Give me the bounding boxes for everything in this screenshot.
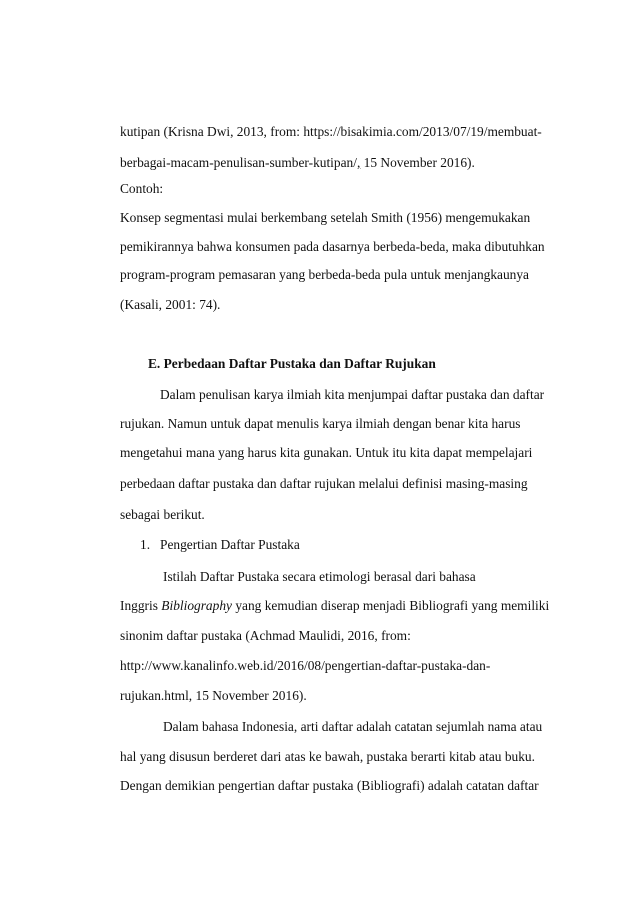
example-line: Konsep segmentasi mulai berkembang setelah Smith (1956) mengemukakan [120,210,531,225]
section-line: perbedaan daftar pustaka dan daftar rujukan melalui definisi masing-masing [120,476,528,491]
section-line: sebagai berikut. [120,507,205,522]
example-label: Contoh: [120,181,164,196]
subsection-title: Pengertian Daftar Pustaka [160,537,300,552]
body-line: Dengan demikian pengertian daftar pustaka (Bibliografi) adalah catatan daftar [120,778,539,793]
italic-term: Bibliography [161,598,232,613]
body-line [120,597,549,615]
example-line: pemikirannya bahwa konsumen pada dasarnya berbeda-beda, maka dibutuhkan [120,239,545,254]
list-number: 1. [140,537,151,552]
section-line: rujukan. Namun untuk dapat menulis karya ilmiah dengan benar kita harus [120,416,521,431]
body-line: hal yang disusun berderet dari atas ke bawah, pustaka berarti kitab atau buku. [120,749,535,764]
body-line [120,154,475,172]
body-text: 15 November 2016). [360,155,475,170]
example-line: program-program pemasaran yang berbeda-beda pula untuk menjangkaunya [120,267,529,282]
body-line: Istilah Daftar Pustaka secara etimologi berasal dari bahasa [163,569,476,584]
section-heading: E. Perbedaan Daftar Pustaka dan Daftar Rujukan [148,356,436,371]
body-text: yang kemudian diserap menjadi Bibliografi yang memiliki [231,598,550,613]
body-text: Inggris [120,598,162,613]
body-line: Dalam bahasa Indonesia, arti daftar adalah catatan sejumlah nama atau [163,719,543,734]
body-text: berbagai-macam-penulisan-sumber-kutipan/ [120,155,357,170]
subsection-heading [140,536,300,554]
body-line: sinonim daftar pustaka (Achmad Maulidi, 2016, from: [120,628,411,643]
body-line: kutipan (Krisna Dwi, 2013, from: https://bisakimia.com/2013/07/19/membuat- [120,124,542,139]
example-line: (Kasali, 2001: 74). [120,297,221,312]
body-line: rujukan.html, 15 November 2016). [120,688,307,703]
body-line: http://www.kanalinfo.web.id/2016/08/pengertian-daftar-pustaka-dan- [120,658,491,673]
section-line: mengetahui mana yang harus kita gunakan. Untuk itu kita dapat mempelajari [120,445,533,460]
link-fragment: , [356,155,361,170]
section-line: Dalam penulisan karya ilmiah kita menjumpai daftar pustaka dan daftar [160,387,545,402]
